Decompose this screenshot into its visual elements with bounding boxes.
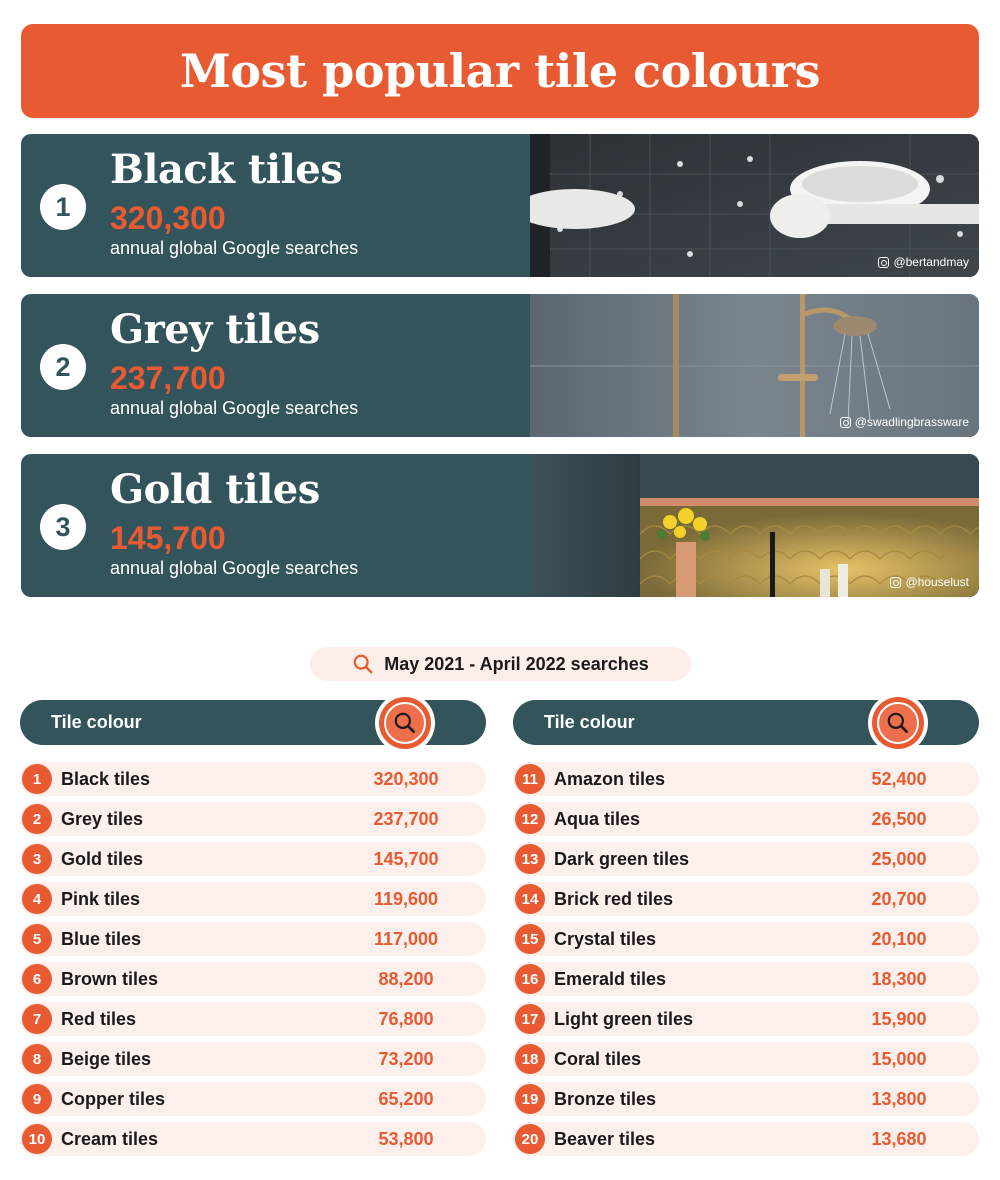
instagram-icon bbox=[840, 417, 851, 428]
rank-badge: 4 bbox=[22, 884, 52, 914]
instagram-icon bbox=[878, 257, 889, 268]
card-count: 320,300 bbox=[110, 200, 226, 236]
table-rows bbox=[20, 762, 486, 1156]
header-search-badge bbox=[868, 693, 928, 753]
photo-credit bbox=[890, 575, 969, 589]
title-banner bbox=[21, 24, 979, 118]
search-icon bbox=[352, 653, 374, 675]
rank-badge: 10 bbox=[22, 1124, 52, 1154]
search-count: 145,700 bbox=[373, 849, 439, 869]
rank-circle: 3 bbox=[40, 504, 86, 550]
search-icon bbox=[885, 710, 911, 736]
photo-credit bbox=[840, 415, 969, 429]
search-count: 13,680 bbox=[871, 1129, 927, 1149]
table-row bbox=[20, 762, 486, 796]
table-header bbox=[20, 700, 486, 745]
table-row bbox=[513, 962, 979, 996]
tile-name: Emerald tiles bbox=[554, 969, 667, 989]
card-count: 145,700 bbox=[110, 520, 226, 556]
table-header bbox=[513, 700, 979, 745]
search-count: 320,300 bbox=[373, 769, 439, 789]
card-title: Gold tiles bbox=[110, 466, 320, 513]
column-header: Tile colour bbox=[51, 712, 142, 732]
rank-badge: 15 bbox=[515, 924, 545, 954]
rank-badge: 5 bbox=[22, 924, 52, 954]
tile-name: Aqua tiles bbox=[554, 809, 641, 829]
table-row bbox=[20, 882, 486, 916]
card-caption: annual global Google searches bbox=[110, 558, 359, 578]
table-row bbox=[513, 922, 979, 956]
tile-name: Beige tiles bbox=[61, 1049, 152, 1069]
search-icon bbox=[392, 710, 418, 736]
search-count: 13,800 bbox=[871, 1089, 927, 1109]
rank-badge: 20 bbox=[515, 1124, 545, 1154]
card-title: Black tiles bbox=[110, 146, 343, 193]
tile-name: Brick red tiles bbox=[554, 889, 674, 909]
search-count: 15,900 bbox=[871, 1009, 927, 1029]
rank-badge: 14 bbox=[515, 884, 545, 914]
rank-badge: 13 bbox=[515, 844, 545, 874]
search-count: 76,800 bbox=[378, 1009, 434, 1029]
ranking-table-left bbox=[20, 700, 486, 1162]
tile-name: Red tiles bbox=[61, 1009, 137, 1029]
search-count: 53,800 bbox=[378, 1129, 434, 1149]
tile-name: Blue tiles bbox=[61, 929, 142, 949]
tile-name: Bronze tiles bbox=[554, 1089, 657, 1109]
search-count: 18,300 bbox=[871, 969, 927, 989]
period-text: May 2021 - April 2022 searches bbox=[384, 653, 649, 674]
top-card-3 bbox=[21, 454, 979, 597]
card-title: Grey tiles bbox=[110, 306, 320, 353]
search-count: 117,000 bbox=[373, 929, 439, 949]
tile-name: Dark green tiles bbox=[554, 849, 690, 869]
table-row bbox=[20, 802, 486, 836]
page-title: Most popular tile colours bbox=[179, 44, 821, 98]
top-card-1 bbox=[21, 134, 979, 277]
table-rows bbox=[513, 762, 979, 1156]
instagram-icon bbox=[890, 577, 901, 588]
search-count: 52,400 bbox=[871, 769, 927, 789]
table-row bbox=[20, 842, 486, 876]
top-card-2 bbox=[21, 294, 979, 437]
table-row bbox=[513, 1122, 979, 1156]
rank-badge: 2 bbox=[22, 804, 52, 834]
tile-name: Brown tiles bbox=[61, 969, 159, 989]
tile-name: Pink tiles bbox=[61, 889, 141, 909]
tile-name: Light green tiles bbox=[554, 1009, 694, 1029]
table-row bbox=[513, 1082, 979, 1116]
rank-badge: 18 bbox=[515, 1044, 545, 1074]
table-row bbox=[20, 922, 486, 956]
card-count: 237,700 bbox=[110, 360, 226, 396]
rank-badge: 12 bbox=[515, 804, 545, 834]
table-row bbox=[513, 802, 979, 836]
rank-badge: 16 bbox=[515, 964, 545, 994]
search-count: 73,200 bbox=[378, 1049, 434, 1069]
tile-name: Grey tiles bbox=[61, 809, 144, 829]
search-count: 237,700 bbox=[373, 809, 439, 829]
column-header: Tile colour bbox=[544, 712, 635, 732]
table-row bbox=[513, 1042, 979, 1076]
tile-name: Gold tiles bbox=[61, 849, 144, 869]
credit-text: @bertandmay bbox=[893, 255, 969, 269]
search-count: 25,000 bbox=[871, 849, 927, 869]
tile-name: Crystal tiles bbox=[554, 929, 657, 949]
credit-text: @swadlingbrassware bbox=[854, 415, 969, 429]
search-count: 88,200 bbox=[378, 969, 434, 989]
search-count: 65,200 bbox=[378, 1089, 434, 1109]
rank-badge: 17 bbox=[515, 1004, 545, 1034]
table-row bbox=[20, 1042, 486, 1076]
tile-name: Coral tiles bbox=[554, 1049, 642, 1069]
rank-circle: 1 bbox=[40, 184, 86, 230]
table-row bbox=[20, 1002, 486, 1036]
table-row bbox=[513, 882, 979, 916]
rank-badge: 9 bbox=[22, 1084, 52, 1114]
tile-name: Beaver tiles bbox=[554, 1129, 656, 1149]
rank-badge: 11 bbox=[515, 764, 545, 794]
table-row bbox=[20, 1122, 486, 1156]
table-row bbox=[20, 1082, 486, 1116]
search-count: 15,000 bbox=[871, 1049, 927, 1069]
table-row bbox=[20, 962, 486, 996]
ranking-table-right bbox=[513, 700, 979, 1162]
rank-badge: 8 bbox=[22, 1044, 52, 1074]
search-count: 20,700 bbox=[871, 889, 927, 909]
credit-text: @houselust bbox=[905, 575, 969, 589]
card-caption: annual global Google searches bbox=[110, 238, 359, 258]
tile-name: Cream tiles bbox=[61, 1129, 159, 1149]
period-label bbox=[310, 647, 691, 681]
rank-badge: 7 bbox=[22, 1004, 52, 1034]
rank-badge: 19 bbox=[515, 1084, 545, 1114]
search-count: 26,500 bbox=[871, 809, 927, 829]
rank-badge: 3 bbox=[22, 844, 52, 874]
tile-name: Copper tiles bbox=[61, 1089, 166, 1109]
tile-name: Black tiles bbox=[61, 769, 151, 789]
table-row bbox=[513, 842, 979, 876]
tile-name: Amazon tiles bbox=[554, 769, 666, 789]
rank-badge: 1 bbox=[22, 764, 52, 794]
rank-badge: 6 bbox=[22, 964, 52, 994]
table-row bbox=[513, 762, 979, 796]
header-search-badge bbox=[375, 693, 435, 753]
search-count: 119,600 bbox=[373, 889, 439, 909]
search-count: 20,100 bbox=[871, 929, 927, 949]
table-row bbox=[513, 1002, 979, 1036]
rank-circle: 2 bbox=[40, 344, 86, 390]
card-caption: annual global Google searches bbox=[110, 398, 359, 418]
photo-credit bbox=[878, 255, 969, 269]
